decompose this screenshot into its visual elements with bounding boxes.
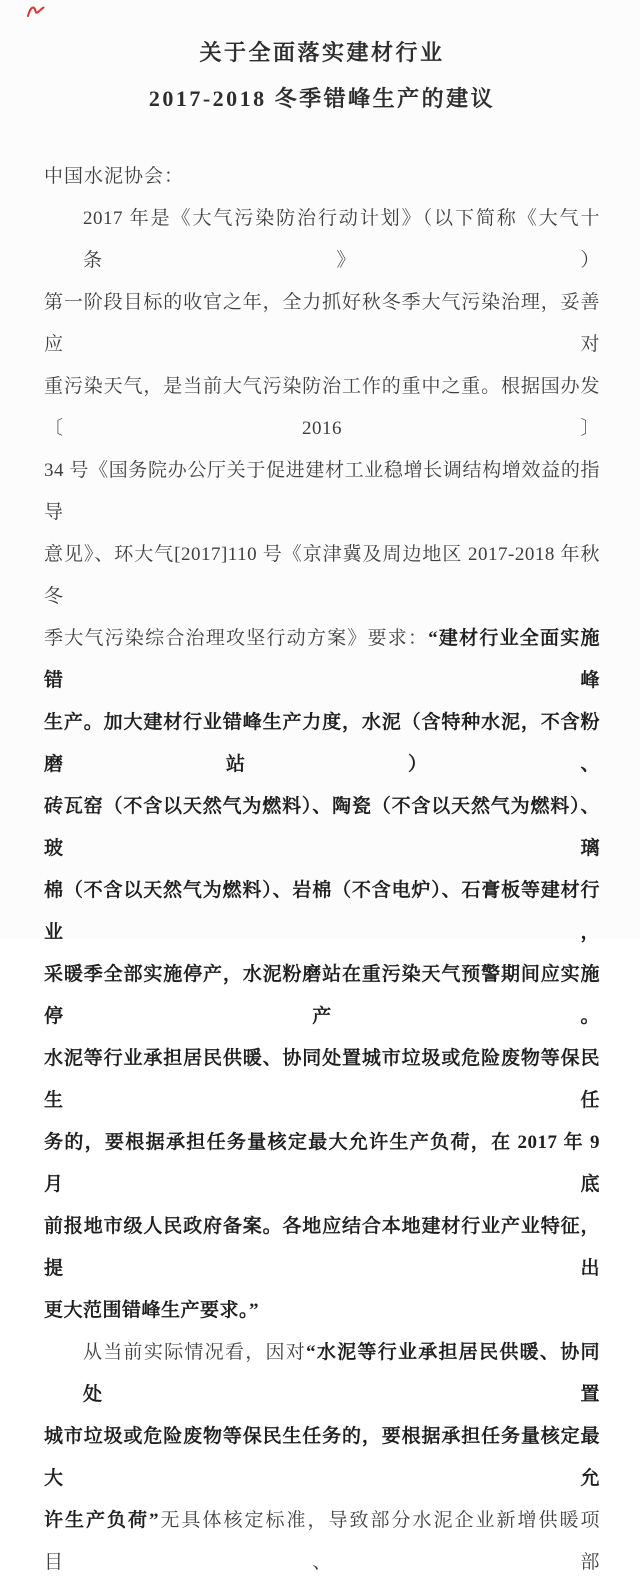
paragraph [44,198,600,1332]
title-line-2: 2017-2018 冬季错峰生产的建议 [148,86,496,111]
body-text: 第一阶段目标的收官之年，全力抓好秋冬季大气污染治理，妥善应对 [44,292,600,355]
text-line [44,1122,600,1206]
body-paragraphs [44,198,600,1584]
text-line [44,1206,600,1290]
red-pen-mark-icon [26,3,46,20]
body-text: 重污染天气，是当前大气污染防治工作的重中之重。根据国办发〔2016〕 [44,376,600,439]
emphasis-text: 务的，要根据承担任务量核定最大允许生产负荷，在 2017 年 9 月底 [44,1132,600,1195]
text-line [44,198,600,282]
text-line [44,450,600,534]
text-line [44,1500,600,1584]
paragraph [44,1332,600,1584]
emphasis-text: 采暖季全部实施停产，水泥粉磨站在重污染天气预警期间应实施停产。 [44,964,600,1027]
text-line [44,1416,600,1500]
emphasis-text: 水泥等行业承担居民供暖、协同处置城市垃圾或危险废物等保民生任 [44,1048,600,1111]
text-line [44,282,600,366]
emphasis-text: “建材行业全面实施错峰 [44,628,600,691]
text-line [44,618,600,702]
emphasis-text: 生产。加大建材行业错峰生产力度，水泥（含特种水泥，不含粉磨站）、 [44,712,600,775]
body-text: 2017 年是《大气污染防治行动计划》（以下简称《大气十条》） [83,208,600,271]
text-line [44,1038,600,1122]
emphasis-text: 前报地市级人民政府备案。各地应结合本地建材行业产业特征，提出 [44,1216,600,1279]
emphasis-text: 更大范围错峰生产要求。” [44,1300,260,1321]
body-text: 34 号《国务院办公厅关于促进建材工业稳增长调结构增效益的指导 [44,460,600,523]
emphasis-text: 棉（不含以天然气为燃料）、岩棉（不含电炉）、石膏板等建材行业， [44,880,600,943]
emphasis-text: 城市垃圾或危险废物等保民生任务的，要根据承担任务量核定最大允 [44,1426,600,1489]
text-line [44,366,600,450]
text-line [44,1290,600,1332]
body-text: 无具体核定标准，导致部分水泥企业新增供暖项目、部 [44,1510,600,1573]
body-text: 季大气污染综合治理攻坚行动方案》要求： [44,628,429,649]
letter-body [44,0,600,1584]
emphasis-text: 砖瓦窑（不含以天然气为燃料）、陶瓷（不含以天然气为燃料）、玻璃 [44,796,600,859]
title-line-1: 关于全面落实建材行业 [199,40,445,65]
emphasis-text: “水泥等行业承担居民供暖、协同处置 [83,1342,600,1405]
body-text: 从当前实际情况看，因对 [83,1342,307,1363]
text-line [44,534,600,618]
text-line [44,1332,600,1416]
text-line [44,786,600,870]
body-text: 意见》、环大气[2017]110 号《京津冀及周边地区 2017-2018 年秋冬 [44,544,600,607]
text-line [44,870,600,954]
text-line [44,954,600,1038]
salutation: 中国水泥协会： [44,166,185,187]
text-line [44,702,600,786]
emphasis-text: 许生产负荷” [44,1510,159,1531]
document-title [44,30,600,122]
